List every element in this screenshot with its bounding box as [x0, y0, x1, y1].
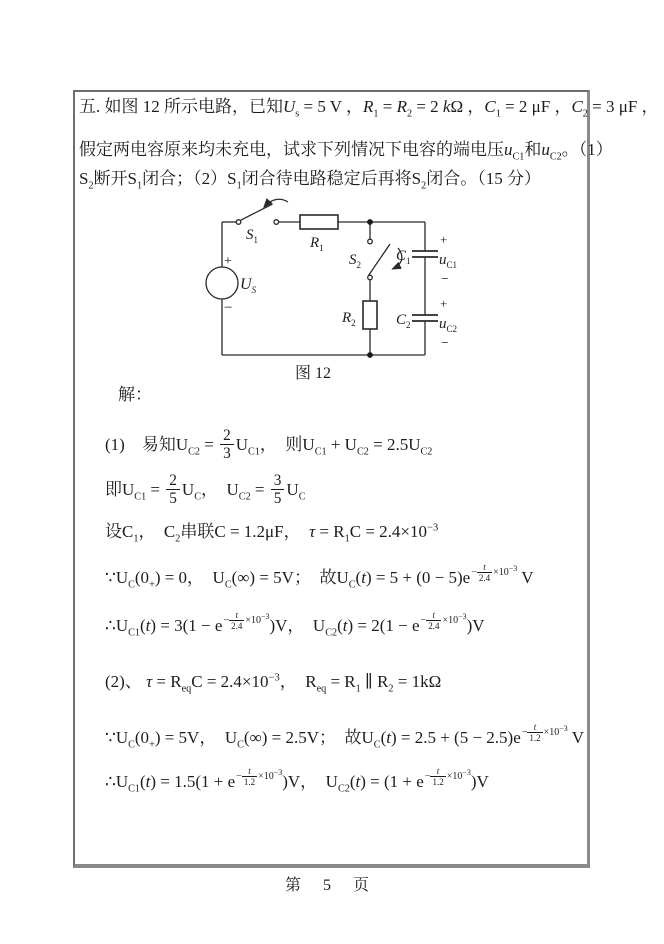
text-run: ∴U [105, 771, 129, 791]
subscript: C2 [337, 783, 350, 795]
variable: t [145, 771, 151, 791]
subscript: C1 [248, 446, 260, 458]
text-run: )V， U [269, 615, 326, 635]
resistor-r2 [363, 301, 377, 329]
power: −3 [273, 767, 283, 777]
fraction [426, 610, 441, 631]
subscript: C1 [128, 627, 140, 639]
variable: U [283, 97, 296, 116]
power: −3 [462, 767, 471, 777]
numerator: t [430, 766, 445, 777]
subscript: 1 [495, 108, 501, 120]
variable: u [541, 140, 550, 159]
numerator: t [229, 610, 244, 621]
label-us-plus: + [224, 254, 232, 269]
multiplier: ×10 [446, 770, 463, 782]
denominator: 5 [273, 490, 282, 508]
denominator: 1.2 [529, 733, 541, 744]
fraction [242, 766, 257, 787]
text-run: ) = 1.5(1 + e [150, 771, 236, 791]
subscript: 1 [355, 683, 361, 695]
solution-line-1 [105, 427, 432, 462]
text-run: C = 2.4×10 [191, 672, 269, 691]
text-run: (∞) = 5V； 故U [231, 567, 349, 587]
subscript: C [237, 739, 244, 751]
text-run: ( [355, 567, 362, 587]
subscript: C2 [325, 627, 338, 639]
exponent [522, 722, 568, 743]
label-us-minus: − [224, 300, 233, 316]
text-run: V [567, 727, 585, 747]
subscript: C [128, 739, 135, 751]
subscript: C [348, 579, 356, 591]
text-run: 闭合待电路稳定后再将S [241, 169, 422, 188]
text-run: ∵U [105, 727, 129, 747]
exponent [421, 610, 467, 631]
solution-line-6 [105, 672, 442, 695]
text-run: )V [466, 615, 485, 635]
text-run: )V [470, 771, 489, 791]
fraction [430, 766, 445, 787]
numerator: 2 [166, 472, 180, 490]
text-run: ( [139, 615, 146, 635]
multiplier: ×10 [543, 726, 560, 738]
power: −3 [559, 723, 568, 733]
minus-sign: − [424, 770, 431, 782]
solution-line-7 [105, 722, 585, 751]
numerator: 2 [220, 427, 234, 445]
text-run: 和 [524, 140, 542, 159]
denominator: 1.2 [243, 777, 256, 788]
power: −3 [458, 611, 467, 621]
text-run: = R [152, 672, 182, 691]
text-run: ( [349, 771, 356, 791]
text-run: ∵U [105, 567, 129, 587]
subscript: 2 [388, 683, 394, 695]
text-run: ) = (1 + e [360, 771, 424, 791]
text-run: = 2 [412, 97, 443, 116]
subscript: C1 [512, 151, 525, 163]
variable: τ [146, 672, 153, 691]
subscript: C [128, 579, 135, 591]
resistor-r1 [300, 215, 338, 229]
fraction [229, 610, 244, 631]
subscript: C1 [314, 446, 327, 458]
denominator: 1.2 [432, 777, 444, 788]
text-run: 串联C = 1.2μF， [180, 522, 310, 541]
power: −3 [508, 563, 518, 573]
subscript: C2 [238, 491, 251, 503]
text-run: = [250, 480, 269, 500]
capacitor-c2-plates [412, 315, 438, 321]
text-run: = [200, 435, 219, 455]
subscript: C [298, 491, 306, 503]
numerator: t [527, 722, 542, 733]
page-number: 第 5 页 [284, 877, 378, 894]
label-uc2-plus: + [440, 296, 448, 311]
text-run: )V， U [282, 771, 338, 791]
multiplier: ×10 [493, 566, 509, 578]
text-run: ) = 2.5 + (5 − 2.5)e [390, 727, 521, 747]
label-s2: $S_2$ [349, 252, 361, 270]
minus-sign: − [223, 614, 230, 626]
subscript: C2 [188, 446, 200, 458]
power: −3 [260, 611, 270, 621]
fraction [271, 472, 285, 507]
text-run: ) = 0， U [154, 567, 225, 587]
fraction [477, 562, 492, 583]
text-run: ， 则U [259, 435, 315, 455]
subscript: 1 [137, 180, 143, 192]
superscript: −3 [268, 672, 280, 684]
figure-caption: 图 12 [294, 365, 332, 382]
text-run: U [181, 480, 195, 500]
text-run: = 2 μF ， [500, 97, 572, 116]
text-run: = [378, 97, 397, 116]
variable: k [442, 97, 451, 116]
minus-sign: − [471, 566, 477, 578]
text-run: 闭合；（2）S [142, 169, 237, 188]
variable: R [363, 97, 374, 116]
exponent [236, 766, 282, 787]
subscript: 1 [373, 108, 379, 120]
text-run: ( [337, 615, 343, 635]
text-run: (0 [134, 567, 150, 587]
variable: τ [309, 522, 316, 541]
minus-sign: − [521, 726, 528, 738]
variable: t [342, 615, 348, 635]
subscript: 2 [175, 533, 181, 545]
text-run: = 1kΩ [393, 672, 442, 691]
text-run: = R [315, 522, 345, 541]
superscript: −3 [427, 522, 439, 534]
label-uc2: $u_{C2}$ [439, 316, 458, 334]
text-run: ( [139, 771, 146, 791]
multiplier: ×10 [258, 770, 274, 782]
solution-line-3 [105, 522, 439, 545]
fraction [166, 472, 180, 507]
subscript: C [194, 491, 201, 503]
solution-line-4 [105, 562, 534, 591]
circuit-diagram [200, 198, 465, 390]
node-dot-bottom [367, 352, 373, 358]
subscript: eq [316, 683, 327, 695]
text-run: Ω ， [450, 97, 485, 116]
label-s1: $S_1$ [246, 227, 258, 245]
variable: u [504, 140, 513, 159]
solution-line-8 [105, 766, 489, 795]
text-run: U [286, 480, 299, 500]
text-run: ， R [279, 672, 317, 691]
problem-line-1 [79, 96, 659, 120]
label-c2: $C_2$ [396, 312, 411, 330]
text-run: V [517, 567, 534, 587]
multiplier: ×10 [442, 614, 459, 626]
numerator: t [426, 610, 441, 621]
numerator: 3 [271, 472, 285, 490]
label-uc2-minus: − [441, 336, 449, 351]
text-run: 闭合。（15 分） [426, 169, 541, 188]
variable: t [386, 727, 391, 747]
text-run: 设C [105, 522, 134, 541]
multiplier: ×10 [245, 614, 261, 626]
solution-line-5 [105, 610, 485, 639]
variable: t [355, 771, 361, 791]
subscript: + [149, 739, 155, 751]
text-run: 。（1） [561, 140, 613, 159]
label-uc1: $u_{C1}$ [439, 252, 458, 270]
text-run: ， U [201, 480, 239, 500]
label-uc1-minus: − [441, 272, 449, 287]
switch-s1-contact-left [236, 220, 241, 225]
capacitor-c1-plates [412, 251, 438, 257]
text-run: = 2.5U [368, 435, 421, 455]
text-run: ) = 5 + (0 − 5)e [365, 567, 471, 587]
fraction [220, 427, 234, 462]
subscript: 2 [582, 108, 588, 120]
subscript: C [373, 739, 381, 751]
numerator: t [242, 766, 257, 777]
subscript: + [149, 579, 155, 591]
subscript: s [295, 108, 300, 120]
label-uc1-plus: + [440, 232, 448, 247]
text-run: 五. 如图 12 所示电路，已知 [79, 97, 283, 116]
text-run: ， C [138, 522, 176, 541]
subscript: 1 [133, 533, 139, 545]
text-run: = 3 μF ， [587, 97, 659, 116]
switch-s2-contact-bottom [368, 275, 373, 280]
exponent [223, 610, 269, 631]
variable: C [571, 97, 583, 116]
text-run: ∴U [105, 615, 129, 635]
label-r1: $R_1$ [310, 235, 324, 253]
numerator: t [477, 562, 492, 573]
subscript: C [224, 579, 232, 591]
text-run: + U [326, 435, 357, 455]
text-run: (1) 易知U [105, 435, 189, 455]
subscript: eq [181, 683, 192, 695]
subscript: 2 [421, 180, 427, 192]
text-run: (0 [134, 727, 150, 747]
text-run: C = 2.4×10 [349, 522, 428, 541]
subscript: C2 [549, 151, 562, 163]
problem-line-3 [79, 168, 589, 190]
text-run: ( [380, 727, 387, 747]
text-run: = 5 V ， [299, 97, 363, 116]
denominator: 5 [169, 490, 177, 508]
solution-heading: 解： [118, 385, 152, 404]
variable: C [484, 97, 496, 116]
problem-line-2 [79, 139, 613, 163]
label-r2: $R_2$ [342, 310, 356, 328]
subscript: 2 [406, 108, 413, 120]
solution-line-2 [105, 472, 306, 507]
text-run: ∥ R [360, 672, 389, 691]
text-run: 假定两电容原来均未充电，试求下列情况下电容的端电压 [79, 140, 504, 159]
text-run: (∞) = 2.5V； 故U [243, 727, 374, 747]
label-c1: $C_1$ [396, 248, 411, 266]
variable: R [396, 97, 407, 116]
switch-s1-contact-right [274, 220, 279, 225]
denominator: 2.4 [231, 621, 243, 632]
text-run: (2)、 [105, 672, 147, 691]
text-run: = [146, 480, 165, 500]
denominator: 2.4 [478, 573, 491, 584]
text-run: ) = 3(1 − e [150, 615, 223, 635]
denominator: 3 [223, 445, 231, 463]
minus-sign: − [236, 770, 242, 782]
subscript: C2 [356, 446, 369, 458]
text-run: 断开S [93, 169, 138, 188]
subscript: C1 [134, 491, 147, 503]
minus-sign: − [420, 614, 427, 626]
subscript: 1 [236, 180, 242, 192]
denominator: 2.4 [428, 621, 440, 632]
subscript: C1 [128, 783, 140, 795]
text-run: ) = 5V， U [154, 727, 238, 747]
subscript: 2 [88, 180, 94, 192]
exponent [471, 562, 517, 583]
voltage-source [206, 267, 238, 299]
variable: t [145, 615, 151, 635]
text-run: ) = 2(1 − e [347, 615, 420, 635]
text-run: S [79, 169, 89, 188]
subscript: 1 [344, 533, 350, 545]
text-run: U [235, 435, 249, 455]
label-us: $U_S$ [240, 276, 257, 295]
subscript: C2 [420, 446, 433, 458]
fraction [527, 722, 542, 743]
switch-s2-blade [369, 244, 391, 276]
text-run: = R [326, 672, 356, 691]
node-dot-top [367, 219, 373, 225]
switch-s2-contact-top [368, 239, 373, 244]
exponent [425, 766, 471, 787]
text-run: 即U [105, 480, 135, 500]
variable: t [361, 567, 366, 587]
switch-s1-blade [241, 204, 273, 220]
